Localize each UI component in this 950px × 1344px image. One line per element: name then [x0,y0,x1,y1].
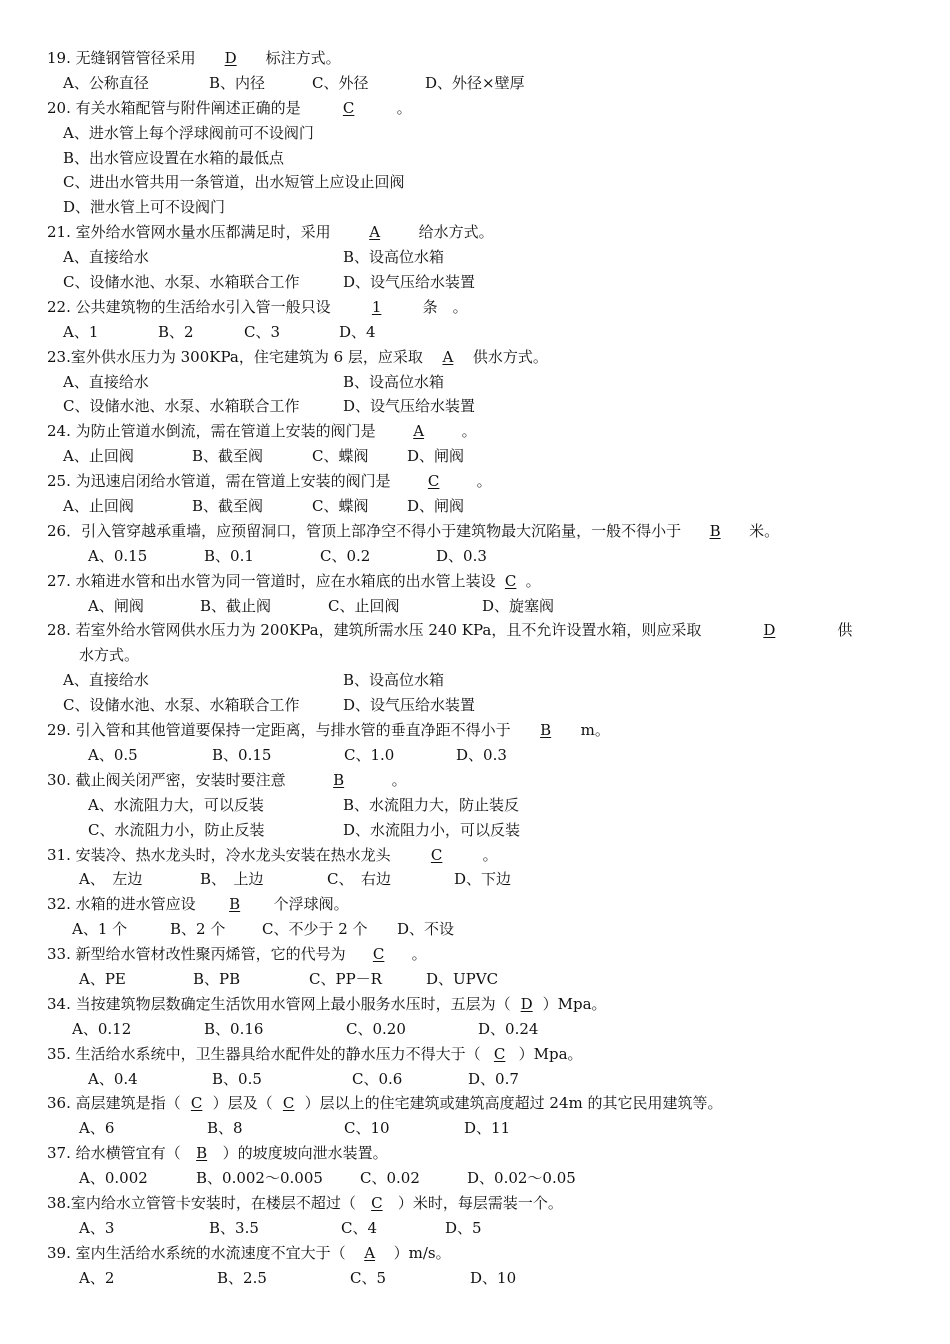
option: B、 上边 [200,870,264,889]
answer-blank: B [540,721,552,740]
question-text: 23.室外供水压力为 300KPa，住宅建筑为 6 层，应采取 [47,347,423,366]
question-line [0,843,950,868]
options-row [0,121,950,146]
options-row [0,245,950,270]
option: C、5 [350,1268,387,1287]
question-line [0,768,950,793]
option: A、0.4 [88,1069,138,1088]
option: C、设储水池、水泵、水箱联合工作 [63,273,300,292]
option: C、不少于 2 个 [262,920,368,939]
option: D、设气压给水装置 [343,696,476,715]
option: C、0.2 [320,546,371,565]
question-suffix: 。 [411,945,427,964]
question-text: 19. 无缝钢管管径采用 [47,49,196,67]
option: B、出水管应设置在水箱的最低点 [63,148,285,167]
options-row [0,967,950,992]
question-line [0,942,950,967]
option: A、公称直径 [63,73,149,92]
options-row [0,594,950,619]
options-row [0,1067,950,1092]
option: D、闸阀 [407,497,465,516]
option: D、10 [470,1268,517,1287]
question-suffix: ）的坡度坡向泄水装置。 [222,1144,388,1163]
question-line [0,718,950,743]
question-text: 22. 公共建筑物的生活给水引入管一般只设 [47,297,331,316]
question-suffix: 供水方式。 [472,347,548,366]
question-text: 27. 水箱进水管和出水管为同一管道时，应在水箱底的出水管上装设 [47,571,496,590]
option: B、截至阀 [192,497,264,516]
options-row [0,544,950,569]
option: A、1 个 [72,920,128,939]
option: B、0.1 [204,546,254,565]
question-suffix: ）层以上的住宅建筑或建筑高度超过 24m 的其它民用建筑等。 [304,1094,723,1113]
question-suffix: 条 。 [422,297,468,316]
options-row [0,394,950,419]
question-line [0,1042,950,1067]
option: C、10 [344,1119,390,1138]
options-row [0,693,950,718]
option: D、下边 [454,870,512,889]
option: B、内径 [209,73,266,92]
option: D、外径×壁厚 [425,73,525,92]
question-suffix: 。 [476,472,492,491]
question-suffix: 标注方式。 [265,49,341,67]
question-text: 24. 为防止管道水倒流，需在管道上安装的阀门是 [47,422,376,441]
option: C、止回阀 [328,596,400,615]
question-text: 34. 当按建筑物层数确定生活饮用水管网上最小服务水压时，五层为（ [47,994,511,1013]
option: A、0.5 [88,745,138,764]
options-row [0,917,950,942]
option: C、 右边 [327,870,391,889]
option: C、1.0 [344,745,395,764]
answer-blank: C [430,845,443,864]
options-row [0,1116,950,1141]
answer-blank: A [364,1243,376,1262]
options-row [0,170,950,195]
question-text: 21. 室外给水管网水量水压都满足时，采用 [47,223,331,242]
question-suffix: 。 [482,845,498,864]
option: A、3 [79,1218,115,1237]
option: B、0.002～0.005 [196,1169,323,1188]
question-text: 38.室内给水立管管卡安装时，在楼层不超过（ [47,1193,356,1212]
question-text: 35. 生活给水系统中，卫生器具给水配件处的静水压力不得大于（ [47,1044,481,1063]
answer-blank: D [763,621,776,640]
option: C、4 [341,1218,378,1237]
option: B、2 [158,322,194,341]
answer-blank: C [342,98,355,117]
options-row [0,494,950,519]
option: A、直接给水 [63,248,149,267]
option: C、蝶阀 [312,447,369,466]
question-suffix: m。 [580,721,610,740]
option: D、不设 [397,920,455,939]
question-line [0,1091,950,1116]
options-row [0,1166,950,1191]
option: B、截止阀 [200,596,272,615]
options-row [0,743,950,768]
question-text: 28. 若室外给水管网供水压力为 200KPa，建筑所需水压 240 KPa，且不允许设置水箱，则应采取 [47,621,702,640]
option: D、泄水管上可不设阀门 [63,198,226,217]
question-text: 20. 有关水箱配管与附件阐述正确的是 [47,98,301,117]
question-text: 36. 高层建筑是指（ [47,1094,181,1113]
option: A、2 [79,1268,115,1287]
question-line [0,519,950,544]
question-continuation: 水方式。 [79,646,140,665]
option: C、PP－R [309,969,382,988]
option: A、0.12 [72,1019,132,1038]
question-line [0,295,950,320]
question-suffix: ）Mpa。 [542,994,607,1013]
option: D、闸阀 [407,447,465,466]
question-suffix: 。 [391,770,407,789]
option: D、水流阻力小，可以反装 [343,820,521,839]
option: A、直接给水 [63,372,149,391]
question-line [0,220,950,245]
option: A、直接给水 [63,671,149,690]
option: D、UPVC [426,969,499,988]
option: A、0.002 [79,1169,148,1188]
question-text: 33. 新型给水管材改性聚丙烯管，它的代号为 [47,945,346,964]
question-line [0,992,950,1017]
question-text: 29. 引入管和其他管道要保持一定距离，与排水管的垂直净距不得小于 [47,721,511,740]
option: A、 左边 [79,870,143,889]
question-line [0,892,950,917]
options-row [0,71,950,96]
option: A、水流阻力大，可以反装 [88,795,264,814]
question-text: 37. 给水横管宜有（ [47,1144,181,1163]
options-row [0,818,950,843]
option: B、设高位水箱 [343,372,445,391]
option: B、8 [207,1119,243,1138]
option: A、止回阀 [63,497,134,516]
options-row [0,867,950,892]
question-suffix: ）Mpa。 [518,1044,583,1063]
option: D、设气压给水装置 [343,273,476,292]
answer-blank: C [190,1094,203,1113]
option: B、PB [193,969,241,988]
answer-blank: D [520,994,533,1013]
question-line [0,96,950,121]
question-suffix: 给水方式。 [418,223,494,242]
option: D、设气压给水装置 [343,397,476,416]
options-row [0,270,950,295]
question-suffix: ）层及（ [212,1094,273,1113]
answer-blank: C [427,472,440,491]
question-line [0,46,950,71]
option: B、0.16 [204,1019,264,1038]
question-suffix: ）m/s。 [393,1243,451,1262]
option: C、0.6 [352,1069,403,1088]
option: D、5 [445,1218,482,1237]
question-suffix: 个浮球阀。 [273,895,349,914]
question-suffix: ）米时，每层需装一个。 [397,1193,563,1212]
option: C、3 [244,322,281,341]
options-row [0,668,950,693]
question-line [0,569,950,594]
answer-blank: B [229,895,241,914]
option: D、4 [339,322,376,341]
option: C、设储水池、水泵、水箱联合工作 [63,397,300,416]
option: C、进出水管共用一条管道，出水短管上应设止回阀 [63,173,405,192]
option: B、2 个 [170,920,226,939]
question-line [0,345,950,370]
option: C、蝶阀 [312,497,369,516]
question-line [0,1241,950,1266]
option: B、设高位水箱 [343,248,445,267]
question-suffix: 供 [837,621,853,640]
options-row [0,370,950,395]
question-text: 32. 水箱的进水管应设 [47,895,196,914]
option: C、0.02 [360,1169,420,1188]
options-row [0,146,950,171]
options-row [0,1216,950,1241]
options-row [0,1266,950,1291]
answer-blank: B [196,1144,208,1163]
option: D、0.3 [456,745,507,764]
question-text: 30. 截止阀关闭严密，安装时要注意 [47,770,286,789]
answer-blank: C [282,1094,295,1113]
answer-blank: A [369,223,381,242]
answer-blank: C [371,1193,383,1212]
question-suffix: 米。 [749,521,780,540]
option: B、0.15 [212,745,272,764]
question-suffix: 。 [461,422,477,441]
question-line [0,1141,950,1166]
answer-blank: 1 [371,297,382,316]
answer-blank: C [372,945,385,964]
option: C、外径 [312,73,369,92]
answer-blank: B [333,770,345,789]
question-text: 25. 为迅速启闭给水管道，需在管道上安装的阀门是 [47,472,391,491]
option: A、0.15 [88,546,148,565]
option: B、截至阀 [192,447,264,466]
question-line [0,419,950,444]
question-text: 31. 安装冷、热水龙头时，冷水龙头安装在热水龙头 [47,845,391,864]
options-row [0,320,950,345]
question-line [0,1191,950,1216]
option: B、0.5 [212,1069,262,1088]
option: C、设储水池、水泵、水箱联合工作 [63,696,300,715]
question-text: 26．引入管穿越承重墙，应预留洞口，管顶上部净空不得小于建筑物最大沉陷量，一般不得小于 [47,521,682,540]
option: D、0.7 [468,1069,519,1088]
answer-blank: A [413,422,425,441]
question-line [0,618,950,643]
option: D、0.02～0.05 [467,1169,576,1188]
question-suffix: 。 [525,571,541,590]
option: B、2.5 [217,1268,267,1287]
option: B、3.5 [209,1218,259,1237]
option: B、水流阻力大，防止装反 [343,795,520,814]
question-suffix: 。 [396,98,412,117]
option: A、止回阀 [63,447,134,466]
answer-blank: A [442,347,454,366]
option: A、1 [63,322,99,341]
answer-blank: B [709,521,721,540]
option: B、设高位水箱 [343,671,445,690]
option: C、0.20 [346,1019,406,1038]
options-row [0,793,950,818]
option: D、0.3 [436,546,487,565]
option: C、水流阻力小，防止反装 [88,820,265,839]
question-text: 39. 室内生活给水系统的水流速度不宜大于（ [47,1243,346,1262]
option: D、旋塞阀 [482,596,555,615]
option: A、闸阀 [88,596,144,615]
option: A、进水管上每个浮球阀前可不设阀门 [63,123,314,142]
options-row [0,444,950,469]
answer-blank: D [224,49,237,67]
option: D、0.24 [478,1019,539,1038]
options-row [0,1017,950,1042]
option: A、6 [79,1119,115,1138]
option: D、11 [464,1119,511,1138]
answer-blank: C [504,571,517,590]
option: A、PE [79,969,126,988]
answer-blank: C [493,1044,506,1063]
options-row [0,195,950,220]
question-line [0,469,950,494]
